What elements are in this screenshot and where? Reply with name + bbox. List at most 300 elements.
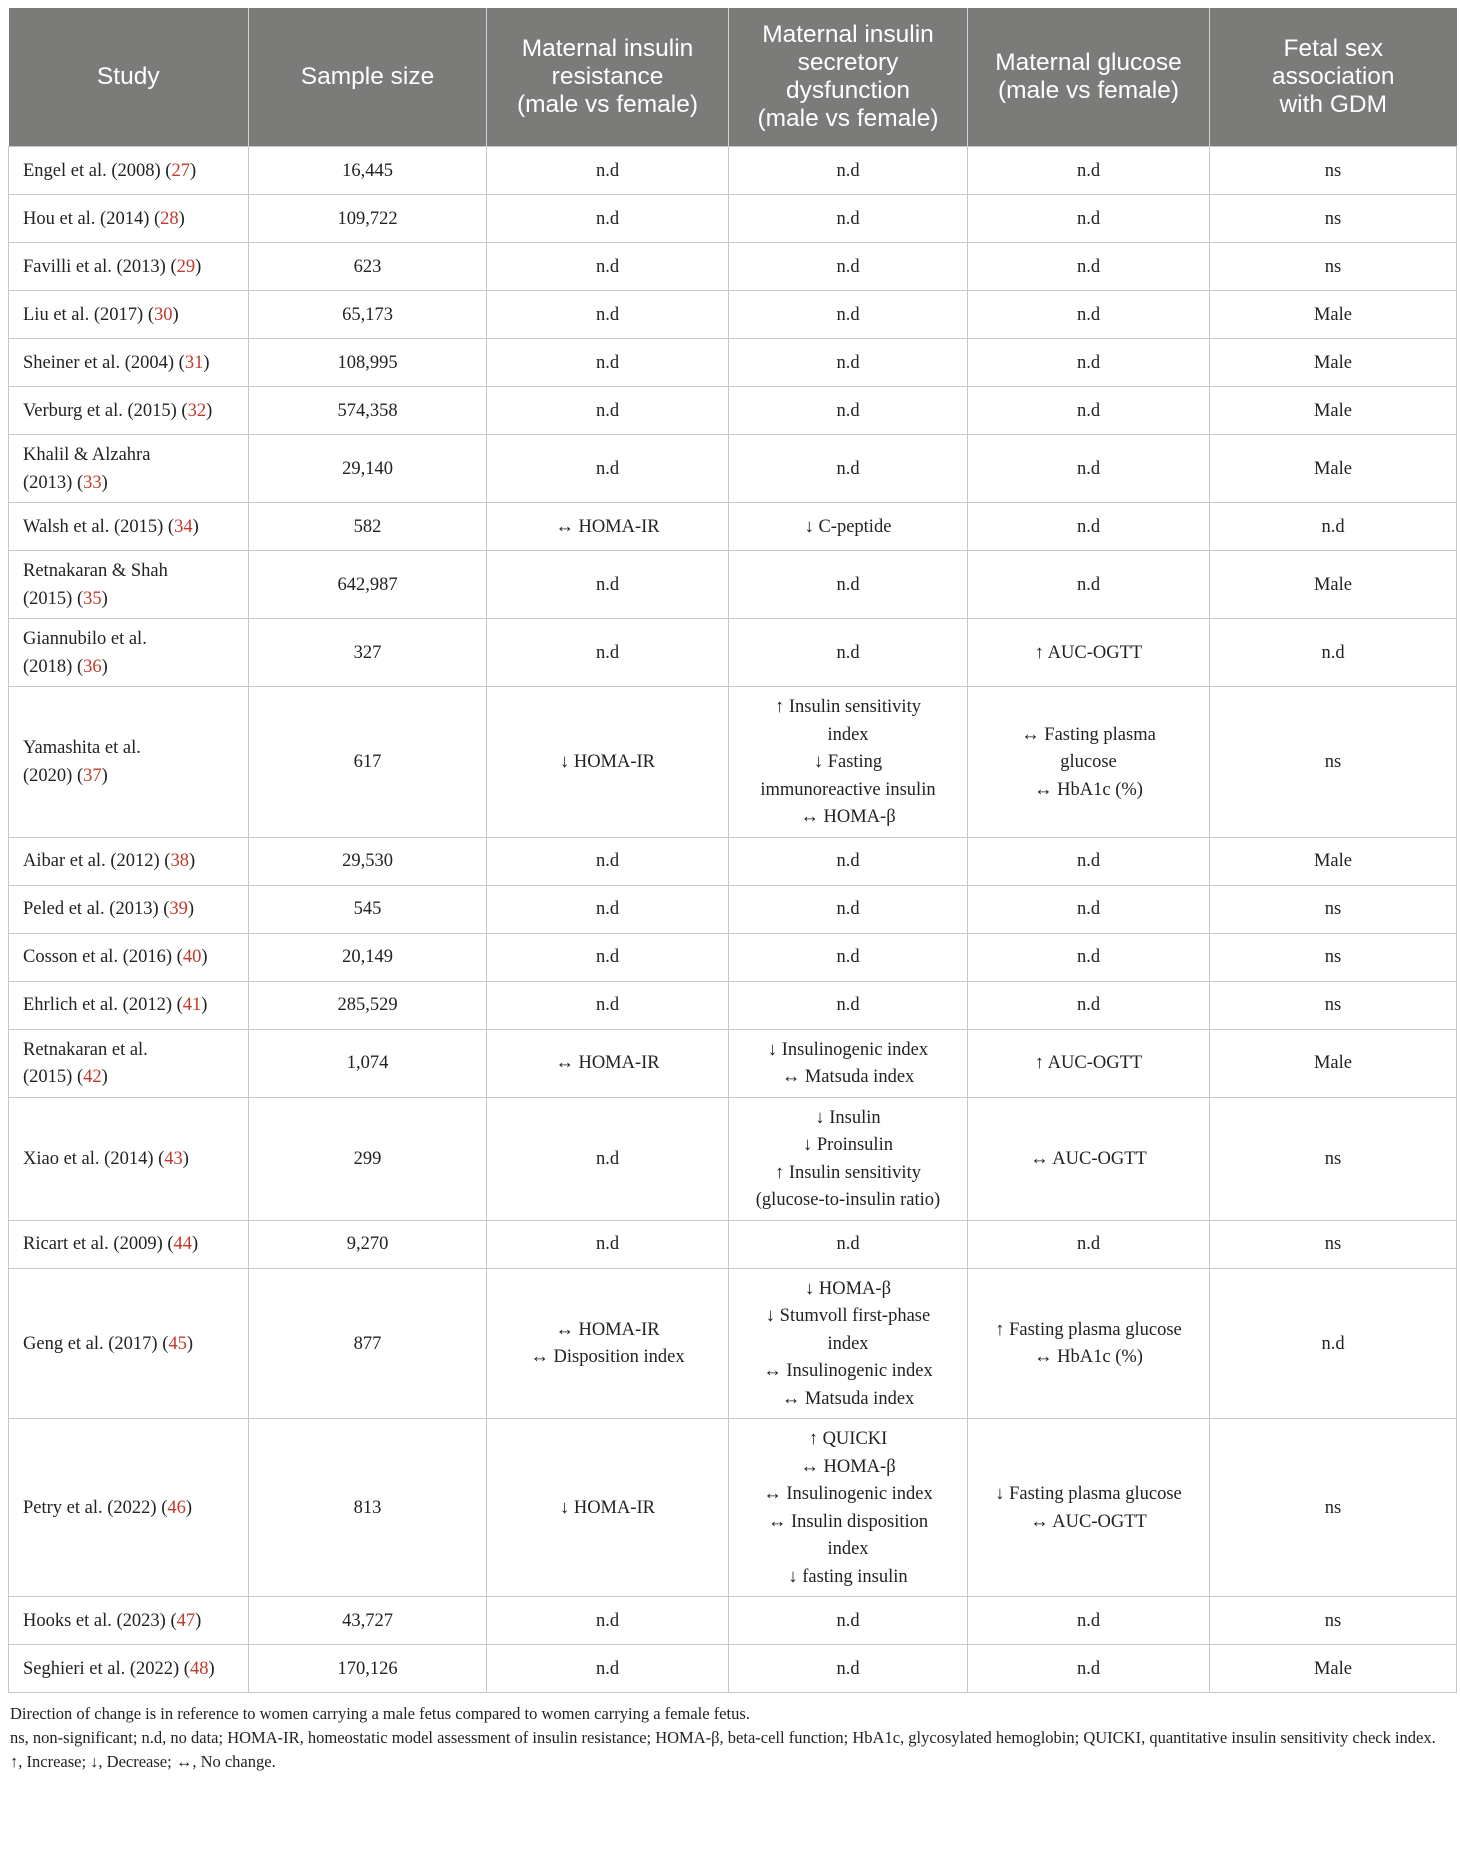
glucose-line: ↔ HbA1c (%) <box>1034 779 1143 800</box>
table-row <box>9 1220 1457 1268</box>
sample-size-cell: 109,722 <box>249 195 487 243</box>
isd-line: n.d <box>836 1658 860 1679</box>
insulin-secretory-cell <box>729 687 968 838</box>
study-line: Liu et al. (2017) (30) <box>23 304 179 325</box>
sample-size-cell: 327 <box>249 619 487 687</box>
ir-line: n.d <box>595 304 620 325</box>
isd-line: n.d <box>836 1234 860 1255</box>
study-line: (2018) (36) <box>23 656 108 677</box>
table-row <box>9 339 1457 387</box>
column-header-insulin-secretory-dysfunction <box>729 8 968 147</box>
glucose-line: ↔ AUC-OGTT <box>1030 1148 1147 1169</box>
gdm-association-cell: ns <box>1210 885 1457 933</box>
table-row <box>9 147 1457 195</box>
reference-link[interactable]: 48 <box>189 1658 209 1679</box>
isd-line: n.d <box>836 458 860 479</box>
gdm-association-cell: ns <box>1210 1597 1457 1645</box>
glucose-line: ↔ HbA1c (%) <box>1034 1347 1143 1368</box>
insulin-resistance-cell <box>487 243 729 291</box>
study-line: Walsh et al. (2015) (34) <box>23 516 199 537</box>
table-row <box>9 981 1457 1029</box>
isd-line: ↓ fasting insulin <box>788 1566 908 1587</box>
sample-size-cell: 65,173 <box>249 291 487 339</box>
glucose-cell <box>968 933 1210 981</box>
table-row <box>9 387 1457 435</box>
table-row <box>9 1268 1457 1419</box>
glucose-line: n.d <box>1076 1234 1101 1255</box>
ir-line: n.d <box>595 352 620 373</box>
isd-line: ↔ HOMA-β <box>800 1456 896 1477</box>
insulin-secretory-cell <box>729 1097 968 1220</box>
glucose-line: n.d <box>1076 574 1101 595</box>
study-text: Peled et al. (2013) ( <box>23 899 170 920</box>
insulin-resistance-cell <box>487 1097 729 1220</box>
glucose-line: n.d <box>1076 516 1101 537</box>
column-header-insulin-resistance <box>487 8 729 147</box>
study-cell <box>9 1268 249 1419</box>
insulin-resistance-cell <box>487 933 729 981</box>
glucose-line: n.d <box>1076 851 1101 872</box>
gdm-association-cell: Male <box>1210 1029 1457 1097</box>
column-header-fetal-sex-gdm <box>1210 8 1457 147</box>
header-line: association <box>1271 63 1395 90</box>
reference-link[interactable]: 35 <box>83 588 102 609</box>
glucose-line: n.d <box>1076 995 1101 1016</box>
isd-line: n.d <box>836 304 860 325</box>
study-text: Retnakaran & Shah <box>23 561 168 581</box>
reference-link[interactable]: 42 <box>83 1067 102 1087</box>
gdm-association-cell: ns <box>1210 687 1457 838</box>
insulin-resistance-cell <box>487 1419 729 1597</box>
reference-link[interactable]: 43 <box>164 1148 183 1169</box>
study-cell <box>9 551 249 619</box>
glucose-cell <box>968 1220 1210 1268</box>
reference-link[interactable]: 29 <box>176 256 196 277</box>
ir-line: ↔ Disposition index <box>530 1347 685 1368</box>
glucose-cell <box>968 619 1210 687</box>
study-text: Verburg et al. (2015) ( <box>23 400 188 421</box>
glucose-line: ↑ Fasting plasma glucose <box>995 1319 1182 1340</box>
sample-size-cell: 582 <box>249 503 487 551</box>
table-container <box>8 8 1456 1774</box>
insulin-resistance-cell <box>487 147 729 195</box>
table-row <box>9 1419 1457 1597</box>
study-cell <box>9 243 249 291</box>
study-line <box>23 735 238 763</box>
insulin-resistance-cell <box>487 687 729 838</box>
isd-line: ↔ Matsuda index <box>781 1388 915 1409</box>
column-header-maternal-glucose <box>968 8 1210 147</box>
study-cell <box>9 1419 249 1597</box>
sample-size-cell: 545 <box>249 885 487 933</box>
sample-size-cell: 16,445 <box>249 147 487 195</box>
glucose-line: n.d <box>1076 458 1101 479</box>
ir-line: n.d <box>595 1658 620 1679</box>
ir-line: n.d <box>595 1148 620 1169</box>
sample-size-cell: 299 <box>249 1097 487 1220</box>
sample-size-cell: 574,358 <box>249 387 487 435</box>
sample-size-cell: 170,126 <box>249 1645 487 1693</box>
ir-line: ↓ HOMA-IR <box>559 752 656 772</box>
study-line: Geng et al. (2017) (45) <box>23 1333 194 1354</box>
sample-size-cell: 1,074 <box>249 1029 487 1097</box>
isd-line: index <box>827 1539 869 1559</box>
study-cell <box>9 147 249 195</box>
study-text: Cosson et al. (2016) ( <box>23 947 183 968</box>
reference-link[interactable]: 46 <box>167 1497 186 1518</box>
isd-line: index <box>827 1333 869 1354</box>
insulin-secretory-cell <box>729 1220 968 1268</box>
isd-line: n.d <box>836 899 860 920</box>
table-row <box>9 435 1457 503</box>
insulin-secretory-cell <box>729 1597 968 1645</box>
ir-line: n.d <box>595 208 620 229</box>
glucose-cell <box>968 195 1210 243</box>
study-cell <box>9 687 249 838</box>
reference-link[interactable]: 30 <box>154 304 173 325</box>
study-text: Ehrlich et al. (2012) ( <box>23 995 183 1016</box>
study-line: (2015) (35) <box>23 588 108 609</box>
header-line: (male vs female) <box>757 105 939 132</box>
isd-line: n.d <box>836 574 860 595</box>
glucose-line: n.d <box>1076 352 1101 373</box>
header-line: dysfunction <box>786 77 910 104</box>
study-line: Seghieri et al. (2022) (48) <box>23 1658 215 1679</box>
isd-line: n.d <box>836 352 860 373</box>
glucose-cell <box>968 687 1210 838</box>
ir-line: n.d <box>595 995 620 1016</box>
gdm-association-cell: ns <box>1210 1419 1457 1597</box>
sample-size-cell: 285,529 <box>249 981 487 1029</box>
isd-line: ↔ Matsuda index <box>781 1067 915 1087</box>
insulin-resistance-cell <box>487 551 729 619</box>
study-line: Ehrlich et al. (2012) (41) <box>23 995 208 1016</box>
header-line: Fetal sex <box>1283 35 1383 62</box>
reference-link[interactable]: 41 <box>182 995 202 1016</box>
insulin-resistance-cell <box>487 195 729 243</box>
study-line <box>23 626 238 654</box>
reference-link[interactable]: 40 <box>182 947 202 968</box>
ir-line: n.d <box>595 899 620 920</box>
ir-line: n.d <box>595 574 620 595</box>
study-text: Ricart et al. (2009) ( <box>23 1234 174 1255</box>
table-row <box>9 243 1457 291</box>
gdm-association-cell: ns <box>1210 147 1457 195</box>
isd-line: ↓ Insulinogenic index <box>767 1039 929 1060</box>
sample-size-cell: 877 <box>249 1268 487 1419</box>
study-text: (2013) ( <box>23 472 84 493</box>
table-row <box>9 291 1457 339</box>
header-line: secretory <box>797 49 899 76</box>
gdm-association-cell: ns <box>1210 1097 1457 1220</box>
gdm-association-cell: Male <box>1210 1645 1457 1693</box>
insulin-secretory-cell <box>729 885 968 933</box>
table-row <box>9 503 1457 551</box>
glucose-cell <box>968 339 1210 387</box>
study-text: Engel et al. (2008) ( <box>23 160 172 181</box>
study-cell <box>9 291 249 339</box>
table-body <box>9 147 1457 1693</box>
table-header <box>9 8 1457 147</box>
table-row <box>9 195 1457 243</box>
sample-size-cell: 108,995 <box>249 339 487 387</box>
sample-size-cell: 9,270 <box>249 1220 487 1268</box>
glucose-cell <box>968 1268 1210 1419</box>
isd-line: ↔ Insulin disposition <box>767 1511 929 1532</box>
gdm-association-cell: Male <box>1210 837 1457 885</box>
sample-size-cell: 20,149 <box>249 933 487 981</box>
header-line: Maternal insulin <box>762 21 934 48</box>
study-text: (2015) ( <box>23 1067 84 1087</box>
study-text: Sheiner et al. (2004) ( <box>23 352 185 373</box>
ir-line: ↔ HOMA-IR <box>555 1319 660 1340</box>
isd-line: ↓ Fasting <box>813 752 883 772</box>
gdm-association-cell: Male <box>1210 339 1457 387</box>
reference-link[interactable]: 38 <box>170 851 189 872</box>
header-line: Study <box>96 63 160 90</box>
glucose-line: n.d <box>1076 899 1101 920</box>
ir-line: ↔ HOMA-IR <box>555 516 660 537</box>
footnote: Direction of change is in reference to women carrying a male fetus compared to women carrying a female fetus. <box>10 1704 750 1723</box>
study-text: Yamashita et al. <box>23 738 141 759</box>
glucose-line: glucose <box>1060 752 1117 772</box>
insulin-secretory-cell <box>729 1419 968 1597</box>
study-text: Geng et al. (2017) ( <box>23 1333 169 1354</box>
study-text: Hou et al. (2014) ( <box>23 208 161 229</box>
insulin-resistance-cell <box>487 1645 729 1693</box>
insulin-secretory-cell <box>729 933 968 981</box>
glucose-cell <box>968 551 1210 619</box>
insulin-secretory-cell <box>729 195 968 243</box>
glucose-cell <box>968 837 1210 885</box>
study-text: Aibar et al. (2012) ( <box>23 851 171 872</box>
gdm-association-cell: Male <box>1210 435 1457 503</box>
header-line: Maternal insulin <box>521 35 694 62</box>
study-cell <box>9 1029 249 1097</box>
glucose-line: ↔ Fasting plasma <box>1021 724 1156 745</box>
glucose-line: ↔ AUC-OGTT <box>1030 1511 1147 1532</box>
study-text: Retnakaran et al. <box>23 1039 148 1060</box>
ir-line: n.d <box>595 256 620 277</box>
table-row <box>9 1597 1457 1645</box>
reference-link[interactable]: 39 <box>169 899 188 920</box>
sample-size-cell: 623 <box>249 243 487 291</box>
gdm-association-cell: ns <box>1210 981 1457 1029</box>
insulin-resistance-cell <box>487 1597 729 1645</box>
ir-line: n.d <box>595 160 620 181</box>
isd-line: ↓ Insulin <box>815 1107 881 1128</box>
gdm-association-cell: ns <box>1210 1220 1457 1268</box>
study-line: Verburg et al. (2015) (32) <box>23 400 213 421</box>
footnote: ↑, Increase; ↓, Decrease; ↔, No change. <box>10 1752 276 1771</box>
reference-link[interactable]: 33 <box>83 472 102 493</box>
sample-size-cell: 813 <box>249 1419 487 1597</box>
insulin-resistance-cell <box>487 387 729 435</box>
isd-line: ↑ Insulin sensitivity <box>775 697 921 717</box>
study-cell <box>9 435 249 503</box>
glucose-cell <box>968 291 1210 339</box>
isd-line: ↔ Insulinogenic index <box>763 1484 933 1504</box>
table-row <box>9 1029 1457 1097</box>
glucose-cell <box>968 981 1210 1029</box>
ir-line: n.d <box>595 947 620 968</box>
table-row <box>9 619 1457 687</box>
study-line: Petry et al. (2022) (46) <box>23 1497 193 1518</box>
reference-link[interactable]: 31 <box>184 352 204 373</box>
isd-line: n.d <box>836 160 860 181</box>
glucose-line: n.d <box>1076 256 1101 277</box>
sample-size-cell: 29,530 <box>249 837 487 885</box>
insulin-secretory-cell <box>729 981 968 1029</box>
header-row <box>9 8 1457 147</box>
sample-size-cell: 43,727 <box>249 1597 487 1645</box>
reference-link[interactable]: 37 <box>83 765 102 786</box>
study-line: Aibar et al. (2012) (38) <box>23 851 196 872</box>
glucose-line: ↑ AUC-OGTT <box>1034 1053 1143 1074</box>
gdm-association-cell: ns <box>1210 195 1457 243</box>
study-cell <box>9 885 249 933</box>
table-row <box>9 687 1457 838</box>
isd-line: ↔ HOMA-β <box>800 807 896 827</box>
study-text: (2015) ( <box>23 588 84 609</box>
isd-line: n.d <box>836 256 860 277</box>
sample-size-cell: 617 <box>249 687 487 838</box>
header-line: with GDM <box>1279 91 1388 118</box>
insulin-secretory-cell <box>729 503 968 551</box>
reference-link[interactable]: 44 <box>173 1234 193 1255</box>
study-line: Favilli et al. (2013) (29) <box>23 256 202 277</box>
study-line: Peled et al. (2013) (39) <box>23 899 195 920</box>
study-cell <box>9 619 249 687</box>
isd-line: index <box>827 724 869 745</box>
study-text: Petry et al. (2022) ( <box>23 1497 168 1518</box>
isd-line: immunoreactive insulin <box>760 779 936 800</box>
study-cell <box>9 837 249 885</box>
study-line: (2020) (37) <box>23 765 108 786</box>
insulin-secretory-cell <box>729 291 968 339</box>
sample-size-cell: 29,140 <box>249 435 487 503</box>
isd-line: ↓ HOMA-β <box>805 1278 891 1299</box>
ir-line: n.d <box>595 400 620 421</box>
glucose-line: n.d <box>1076 208 1101 229</box>
table-row <box>9 885 1457 933</box>
insulin-resistance-cell <box>487 981 729 1029</box>
insulin-secretory-cell <box>729 837 968 885</box>
glucose-cell <box>968 387 1210 435</box>
insulin-resistance-cell <box>487 435 729 503</box>
insulin-secretory-cell <box>729 435 968 503</box>
glucose-line: n.d <box>1076 304 1101 325</box>
reference-link[interactable]: 45 <box>168 1333 187 1354</box>
glucose-line: n.d <box>1076 1658 1101 1679</box>
study-text: Favilli et al. (2013) ( <box>23 256 177 277</box>
study-line: Ricart et al. (2009) (44) <box>23 1234 199 1255</box>
study-line: Cosson et al. (2016) (40) <box>23 947 208 968</box>
study-line: Engel et al. (2008) (27) <box>23 160 197 181</box>
table-row <box>9 551 1457 619</box>
reference-link[interactable]: 27 <box>171 160 190 181</box>
glucose-cell <box>968 1645 1210 1693</box>
study-cell <box>9 1597 249 1645</box>
glucose-line: ↑ AUC-OGTT <box>1034 642 1143 663</box>
insulin-secretory-cell <box>729 243 968 291</box>
header-line: Maternal glucose <box>995 49 1182 76</box>
study-cell <box>9 195 249 243</box>
insulin-secretory-cell <box>729 551 968 619</box>
header-line: (male vs female) <box>997 77 1180 104</box>
isd-line: n.d <box>836 995 860 1016</box>
insulin-secretory-cell <box>729 339 968 387</box>
gdm-association-cell: n.d <box>1210 619 1457 687</box>
gdm-association-cell: Male <box>1210 387 1457 435</box>
gdm-association-cell: Male <box>1210 551 1457 619</box>
glucose-cell <box>968 243 1210 291</box>
column-header-study <box>9 8 249 147</box>
isd-line: n.d <box>836 400 860 421</box>
insulin-resistance-cell <box>487 619 729 687</box>
reference-link[interactable]: 34 <box>174 516 193 537</box>
glucose-cell <box>968 1597 1210 1645</box>
isd-line: n.d <box>836 642 860 663</box>
insulin-secretory-cell <box>729 619 968 687</box>
gdm-association-cell: ns <box>1210 933 1457 981</box>
study-text: Giannubilo et al. <box>23 629 147 649</box>
insulin-secretory-cell <box>729 1268 968 1419</box>
data-table <box>8 8 1457 1693</box>
sample-size-cell: 642,987 <box>249 551 487 619</box>
gdm-association-cell: Male <box>1210 291 1457 339</box>
study-line <box>23 558 238 586</box>
reference-link[interactable]: 32 <box>187 400 207 421</box>
ir-line: n.d <box>595 1234 620 1255</box>
study-cell <box>9 933 249 981</box>
isd-line: ↔ Insulinogenic index <box>763 1361 933 1381</box>
study-cell <box>9 1097 249 1220</box>
gdm-association-cell: n.d <box>1210 503 1457 551</box>
study-line: Xiao et al. (2014) (43) <box>23 1148 189 1169</box>
insulin-secretory-cell <box>729 147 968 195</box>
insulin-secretory-cell <box>729 1029 968 1097</box>
glucose-line: ↓ Fasting plasma glucose <box>995 1484 1182 1504</box>
ir-line: n.d <box>595 1610 620 1631</box>
reference-link[interactable]: 36 <box>83 656 102 677</box>
insulin-secretory-cell <box>729 387 968 435</box>
ir-line: n.d <box>595 642 620 663</box>
study-text: (2020) ( <box>23 765 84 786</box>
reference-link[interactable]: 47 <box>176 1610 196 1631</box>
glucose-cell <box>968 503 1210 551</box>
table-row <box>9 933 1457 981</box>
glucose-line: n.d <box>1076 947 1101 968</box>
header-line: resistance <box>551 63 664 90</box>
isd-line: ↓ Stumvoll first-phase <box>765 1306 931 1326</box>
study-line: (2013) (33) <box>23 472 108 493</box>
glucose-cell <box>968 1029 1210 1097</box>
table-row <box>9 1097 1457 1220</box>
study-text: (2018) ( <box>23 656 84 677</box>
isd-line: ↓ C-peptide <box>804 516 892 537</box>
study-line <box>23 442 238 470</box>
table-row <box>9 1645 1457 1693</box>
isd-line: n.d <box>836 851 860 872</box>
study-text: Seghieri et al. (2022) ( <box>23 1658 190 1679</box>
insulin-resistance-cell <box>487 837 729 885</box>
study-cell <box>9 981 249 1029</box>
reference-link[interactable]: 28 <box>160 208 179 229</box>
insulin-secretory-cell <box>729 1645 968 1693</box>
study-line: Hooks et al. (2023) (47) <box>23 1610 202 1631</box>
study-text: Walsh et al. (2015) ( <box>23 516 175 537</box>
